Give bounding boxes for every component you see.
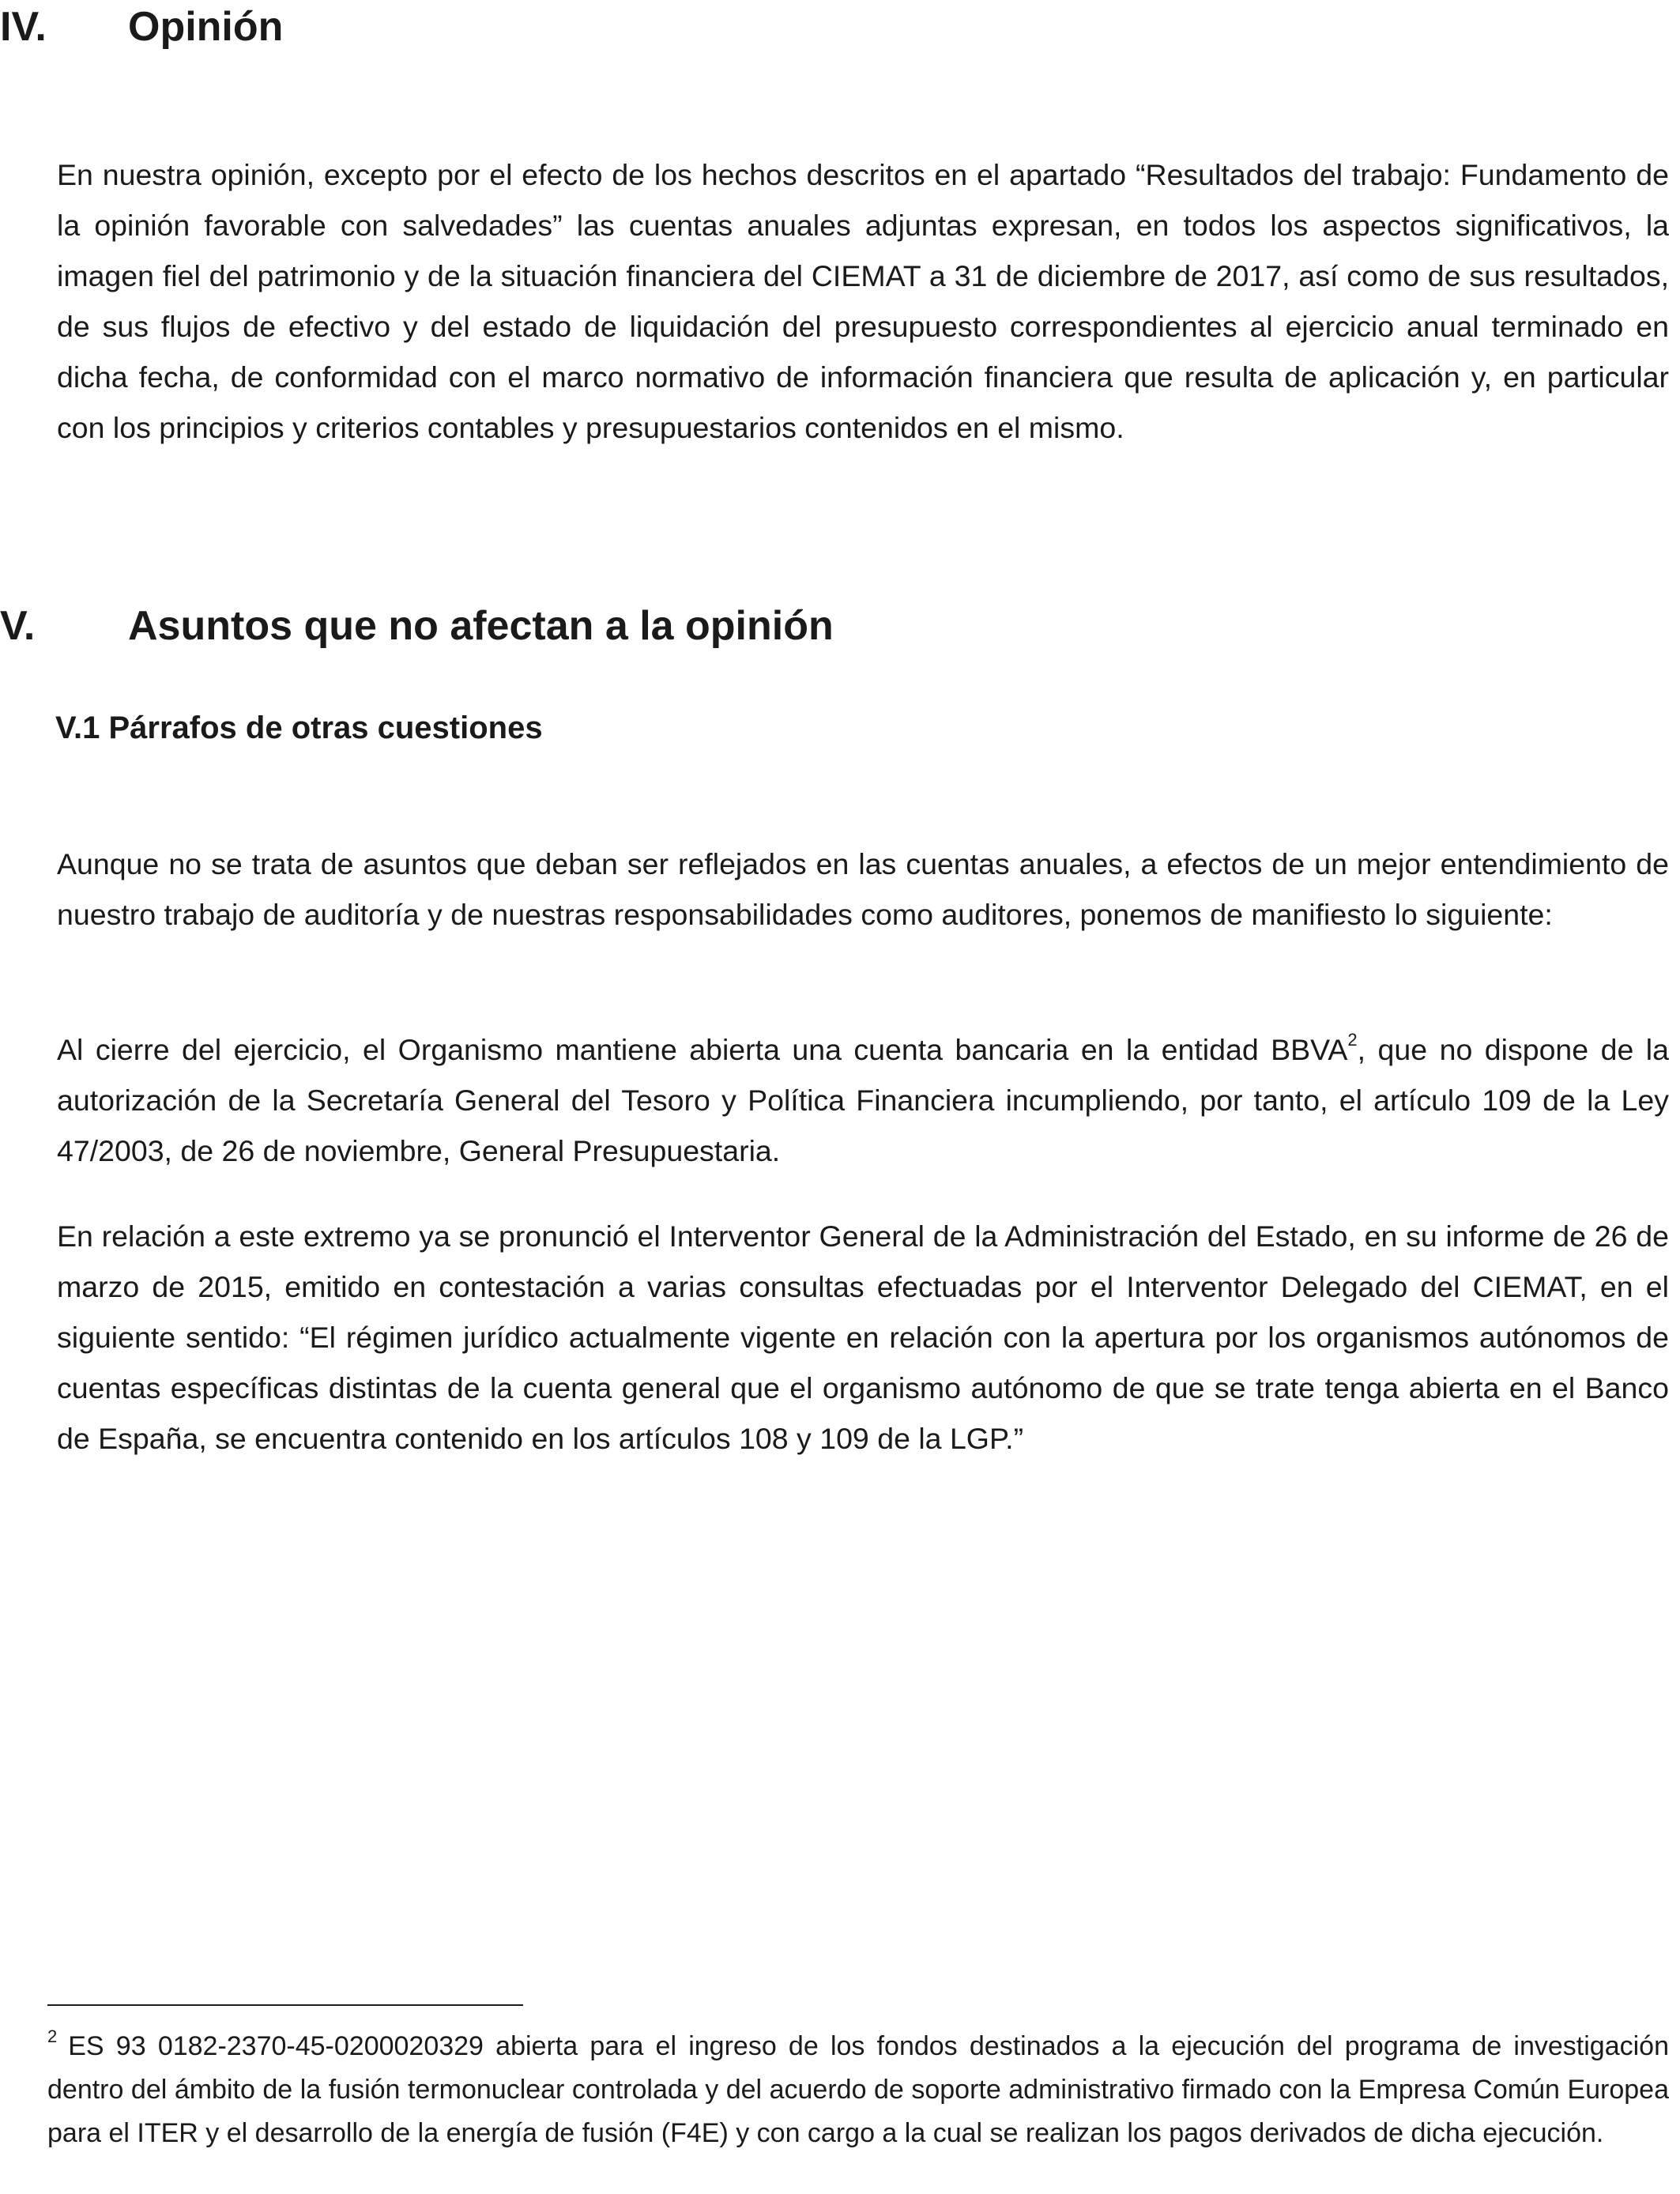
- footnote-marker: 2: [47, 2026, 58, 2046]
- body-paragraph: Aunque no se trata de asuntos que deban ser reflejados en las cuentas anuales, a efectos de un mejor entendimiento de nuestro trabajo de auditoría y de nuestras responsabilidades como auditores, ponemos de manifiesto lo siguiente:: [57, 847, 1669, 931]
- section-heading-opinion: [0, 2, 283, 52]
- body-paragraph-bank-account: [57, 1024, 1669, 1176]
- body-paragraph-quote: En relación a este extremo ya se pronunció el Interventor General de la Administración del Estado, en su informe de 26 de marzo de 2015, emitido en contestación a varias consultas efectuadas por el Interventor Delegado del CIEMAT, en el siguiente sentido: “El régimen jurídico actualmente vigente en relación con la apertura por los organismos autónomos de cuentas específicas distintas de la cuenta general que el organismo autónomo de que se trate tenga abierta en el Banco de España, se encuentra contenido en los artículos 108 y 109 de la LGP.”: [57, 1220, 1669, 1455]
- section-title: Opinión: [128, 4, 284, 50]
- footnote: [47, 2025, 1669, 2155]
- subsection-heading: V.1 Párrafos de otras cuestiones: [55, 711, 543, 745]
- section-heading-matters: [0, 601, 834, 651]
- footnote-separator: [47, 2004, 523, 2006]
- opinion-paragraph: En nuestra opinión, excepto por el efecto de los hechos descritos en el apartado “Resultados del trabajo: Fundamento de la opinión favorable con salvedades” las cuentas anuales adjuntas expresan, en todos los aspectos significativos, la imagen fiel del patrimonio y de la situación financiera del CIEMAT a 31 de diciembre de 2017, así como de sus resultados, de sus flujos de efectivo y del estado de liquidación del presupuesto correspondientes al ejercicio anual terminado en dicha fecha, de conformidad con el marco normativo de información financiera que resulta de aplicación y, en particular con los principios y criterios contables y presupuestarios contenidos en el mismo.: [57, 158, 1669, 444]
- section-title: Asuntos que no afectan a la opinión: [128, 603, 834, 649]
- section-number: IV.: [0, 4, 47, 50]
- paragraph-text: Al cierre del ejercicio, el Organismo mantiene abierta una cuenta bancaria en la entidad BBVA: [57, 1033, 1348, 1066]
- section-number: V.: [0, 603, 36, 649]
- footnote-reference: 2: [1347, 1030, 1358, 1050]
- footnote-text: ES 93 0182-2370-45-0200020329 abierta para el ingreso de los fondos destinados a la ejecución del programa de investigación dentro del ámbito de la fusión termonuclear controlada y del acuerdo de soporte administrativo firmado con la Empresa Común Europea para el ITER y el desarrollo de la energía de fusión (F4E) y con cargo a la cual se realizan los pagos derivados de dicha ejecución.: [47, 2031, 1669, 2148]
- paragraph-text: , que no dispone de la autorización de la Secretaría General del Tesoro y Política Financiera incumpliendo, por tanto, el artículo 109 de la Ley 47/2003, de 26 de noviembre, General Presupuestaria.: [57, 1033, 1669, 1167]
